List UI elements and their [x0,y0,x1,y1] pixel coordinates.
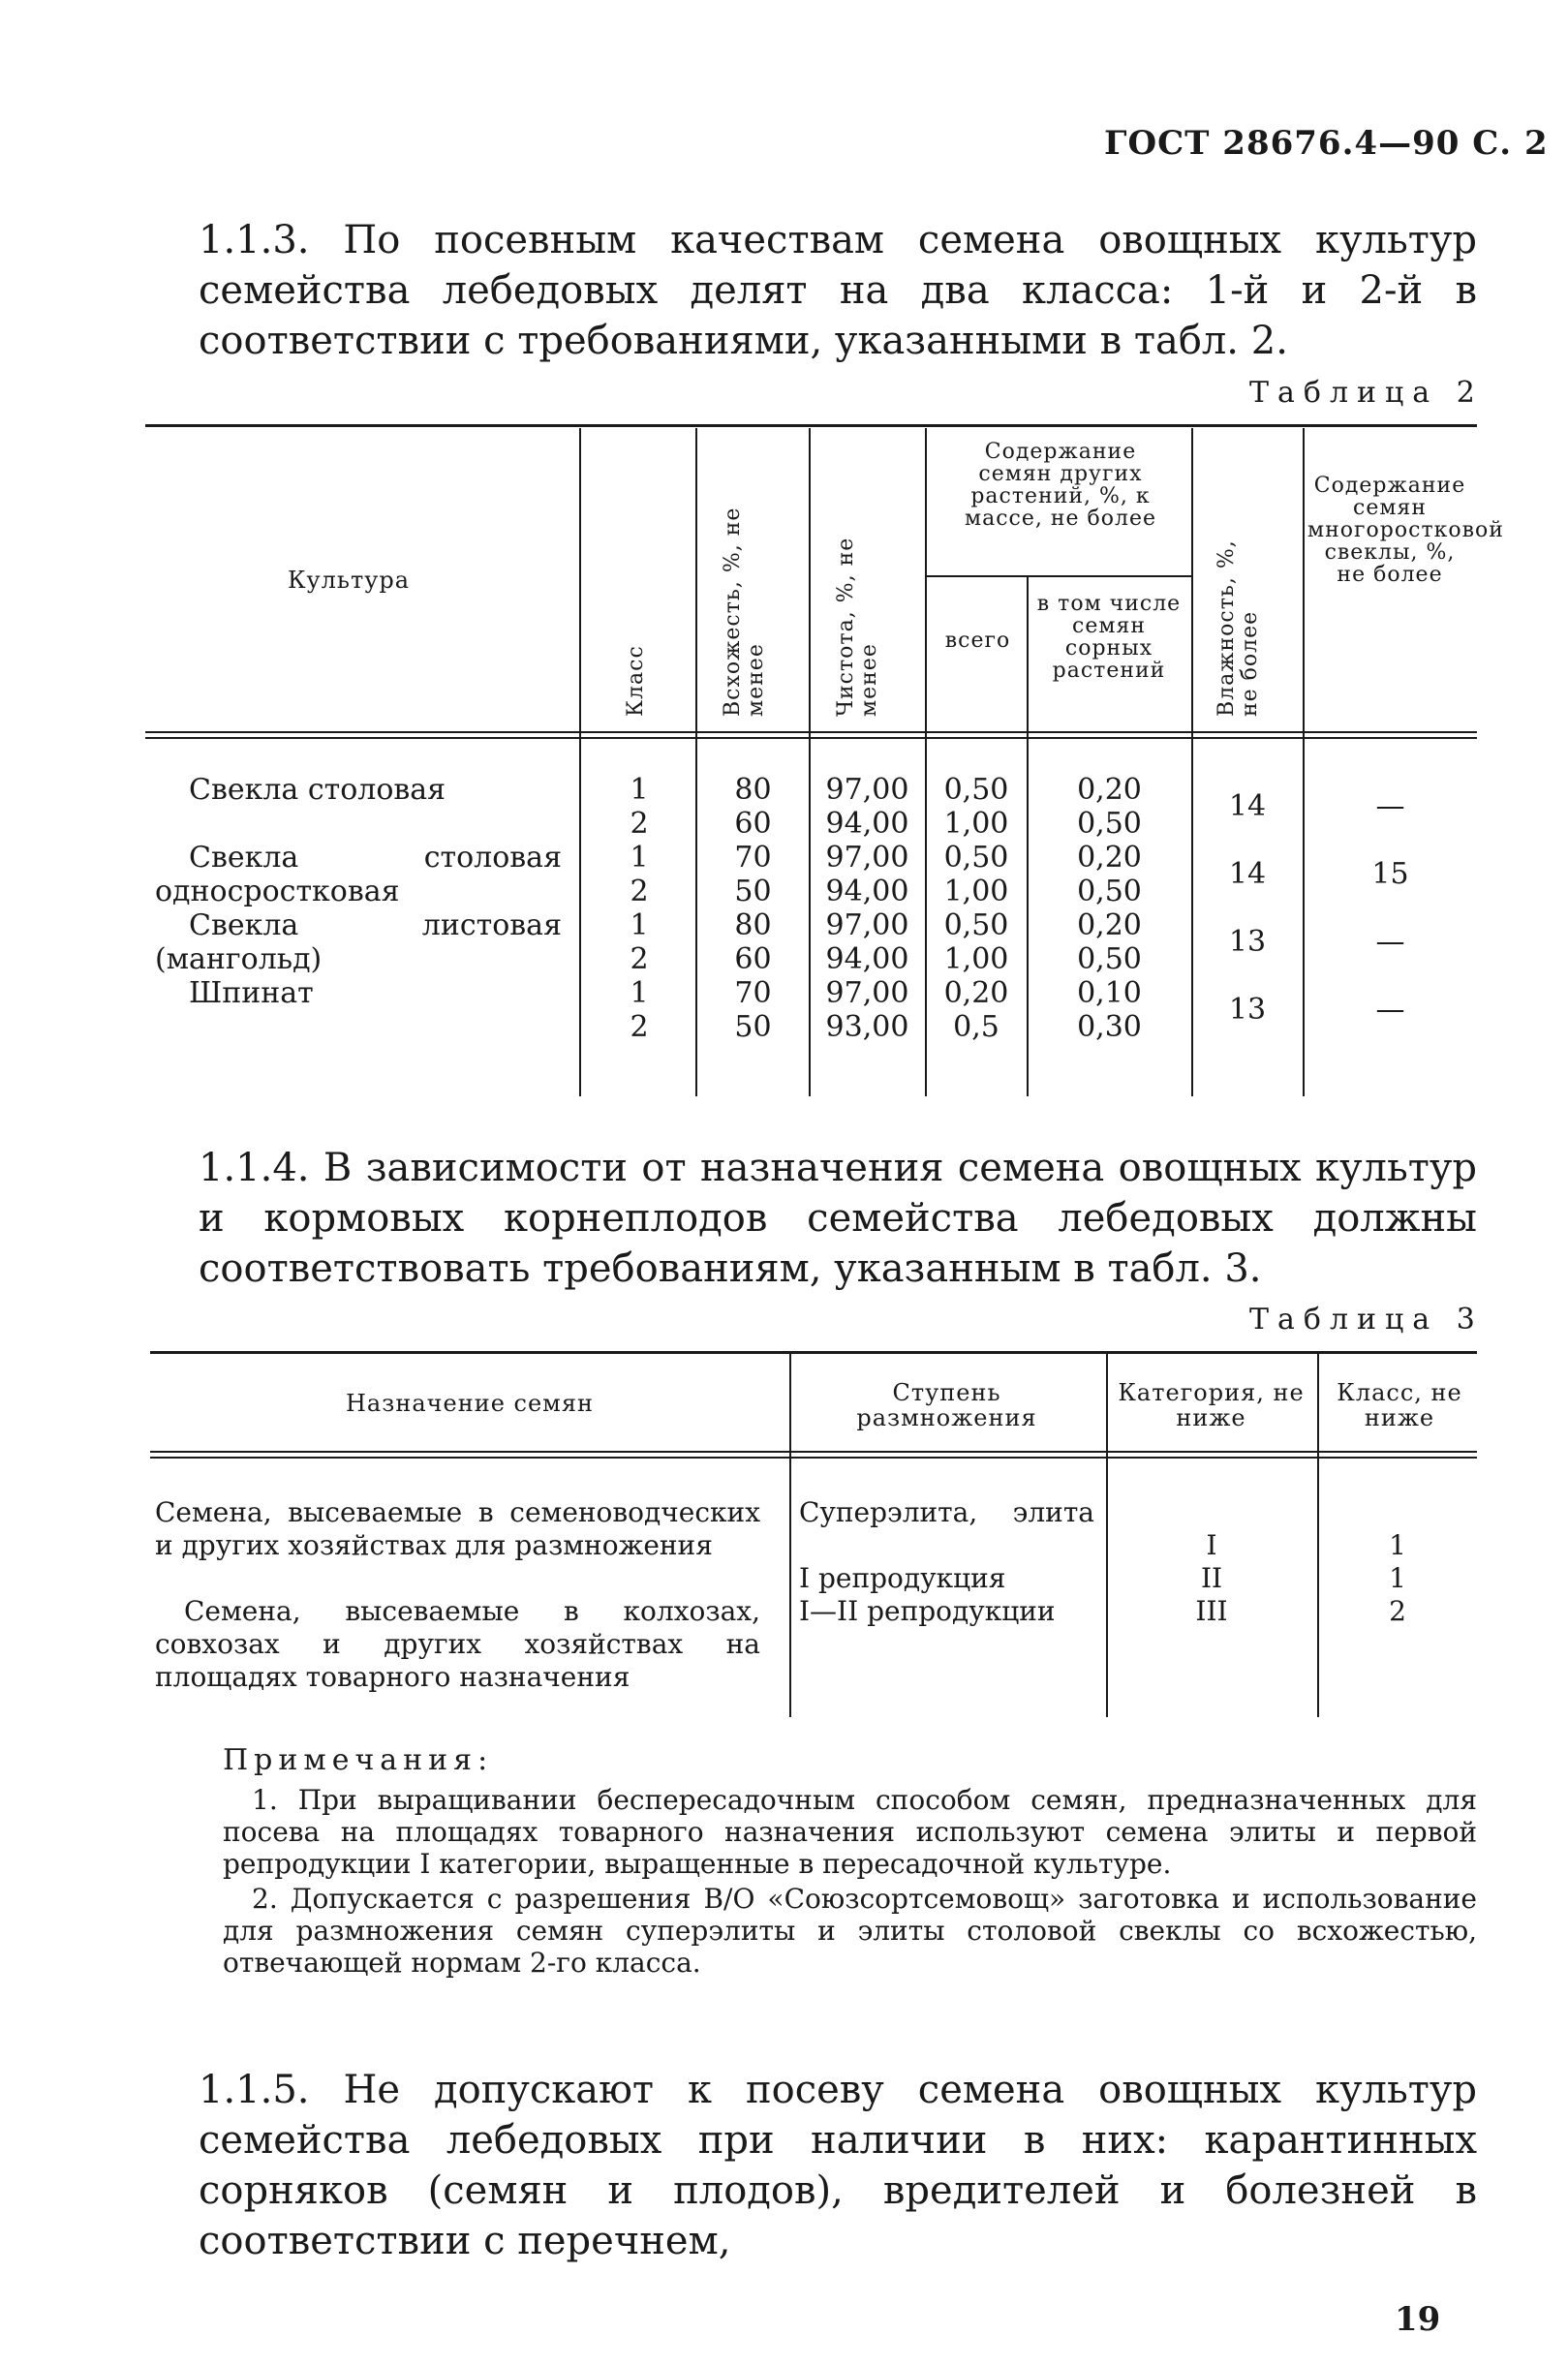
weeds-column: 0,20 0,50 0,20 0,50 0,20 0,50 0,10 0,30 [1077,773,1142,1044]
table-3-caption: Таблица 3 [1249,1303,1484,1337]
class-column: 1 2 1 2 1 2 1 2 [630,773,649,1044]
moisture-column: 14 14 13 13 [1228,789,1267,1027]
header-multisprout: Содержание семян многоростковой свеклы, %, не более [1307,474,1504,587]
culture-name: Свекла столовая односростковая [155,841,562,908]
germination-column: 80 60 70 50 80 60 70 50 [734,773,772,1044]
page-number: 19 [1395,2300,1441,2339]
category-column: I II III [1195,1529,1228,1627]
header-total: всего [944,629,1011,653]
header-culture: Культура [287,567,411,594]
table-2-caption: Таблица 2 [1249,376,1484,410]
notes-title: Примечания: [223,1743,494,1777]
purity-column: 97,00 94,00 97,00 94,00 97,00 94,00 97,00 93,00 [825,773,909,1044]
header-purpose: Назначение семян [346,1390,594,1417]
stage-row: Суперэлита, элита [799,1496,1094,1528]
header-class: Класс [624,645,648,717]
header-purity: Чистота, %, не менее [834,537,881,717]
header-germination: Всхожесть, %, не менее [721,507,768,717]
header-class: Класс, не ниже [1337,1379,1462,1431]
note-1: 1. При выращивании беспересадочным способом семян, предназначенных для посева на площадях товарного назначения используют семена элиты и первой репродукции I категории, выращенные в пересадочной культуре. [223,1784,1477,1880]
total-column: 0,50 1,00 0,50 1,00 0,50 1,00 0,20 0,5 [943,773,1009,1044]
header-stage: Ступень размножения [856,1379,1037,1431]
header-moisture: Влажность, %, не более [1214,539,1262,717]
class-column: 1 1 2 [1389,1529,1406,1627]
paragraph-1-1-5: 1.1.5. Не допускают к посеву семена овощных культур семейства лебедовых при наличии в них: карантинных сорняков (семян и плодов), вредителей и болезней в соответствии с перечнем, [199,2068,1477,2263]
note-2: 2. Допускается с разрешения В/О «Союзсортсемовощ» заготовка и использование для размножения семян суперэлиты и элиты столовой свеклы со всхожестью, отвечающей нормам 2-го класса. [223,1883,1477,1979]
paragraph-1-1-3: 1.1.3. По посевным качествам семена овощных культур семейства лебедовых делят на два класса: 1-й и 2-й в соответствии с требованиями, указанными в табл. 2. [199,218,1477,363]
document-header: ГОСТ 28676.4—90 С. 2 [1104,124,1549,163]
header-other-seeds: Содержание семян других растений, %, к массе, не более [964,440,1157,531]
paragraph-1-1-4: 1.1.4. В зависимости от назначения семена овощных культур и кормовых корнеплодов семейства лебедовых должны соответствовать требованиям, указанным в табл. 3. [199,1146,1477,1291]
culture-name: Свекла листовая (мангольд) [155,908,562,976]
header-category: Категория, не ниже [1118,1379,1305,1431]
culture-name: Шпинат [189,976,314,1010]
stage-row: I репродукция [799,1562,1006,1594]
purpose-row: Семена, высеваемые в колхозах, совхозах и других хозяйствах на площадях товарного назначения [155,1595,760,1693]
header-weeds: в том числе семян сорных растений [1036,592,1182,683]
culture-name: Свекла столовая [189,773,446,807]
stage-row: I—II репродукции [799,1595,1056,1627]
purpose-row: Семена, высеваемые в семеноводческих и других хозяйствах для размножения [155,1496,760,1561]
multisprout-column: — 15 — — [1371,789,1409,1027]
